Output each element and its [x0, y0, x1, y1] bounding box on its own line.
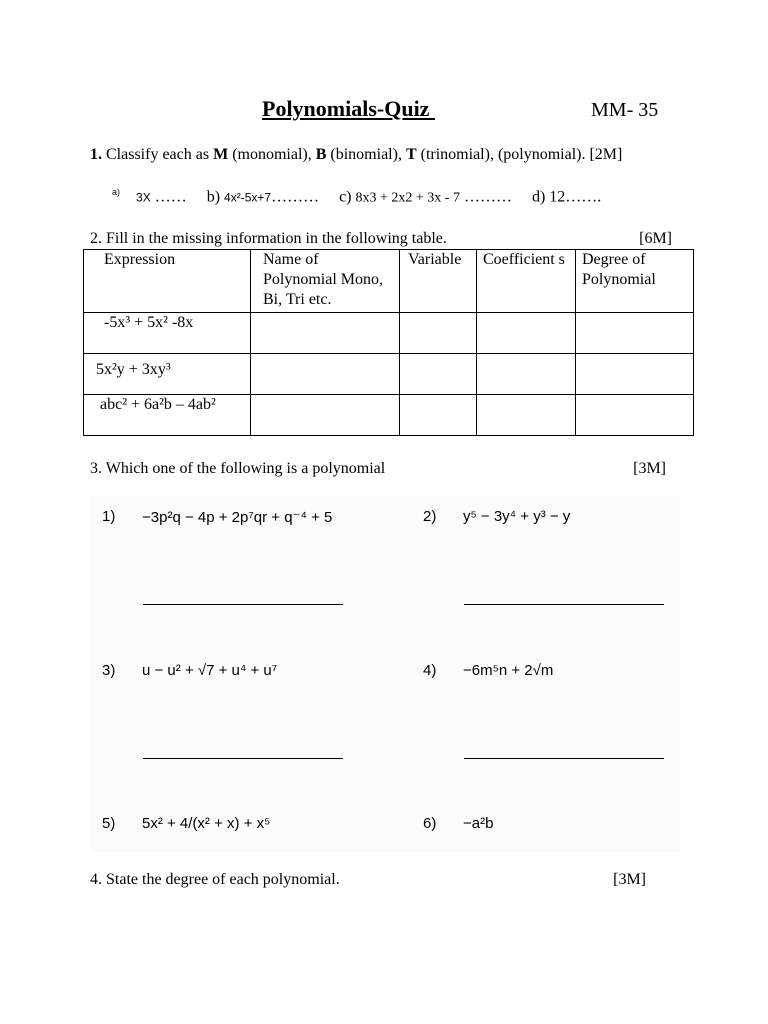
- answer-cell[interactable]: [477, 354, 576, 395]
- expression-cell: 5x²y + 3xy³: [84, 354, 251, 395]
- table-header-row: [84, 250, 694, 313]
- item-expression: −a²b: [463, 815, 494, 832]
- page-title: Polynomials-Quiz: [262, 96, 435, 121]
- answer-line[interactable]: [464, 758, 664, 759]
- header-coefficients: Coefficient s: [477, 250, 576, 313]
- option-b: 4x²-5x+7: [224, 190, 272, 205]
- answer-cell[interactable]: [576, 313, 694, 354]
- q3-marks: [3M]: [633, 460, 666, 477]
- item-expression: y⁵ − 3y⁴ + y³ − y: [463, 508, 571, 525]
- question-3: 3. Which one of the following is a polynomial [3M]: [90, 460, 666, 477]
- header-degree: Degree of Polynomial: [576, 250, 694, 313]
- polynomial-options-image: [90, 496, 680, 852]
- answer-cell[interactable]: [477, 395, 576, 436]
- answer-cell[interactable]: [251, 354, 400, 395]
- answer-cell[interactable]: [400, 354, 477, 395]
- max-marks: MM- 35: [591, 99, 659, 121]
- item-expression: −3p²q − 4p + 2p⁷qr + q⁻⁴ + 5: [142, 509, 333, 526]
- answer-cell[interactable]: [400, 313, 477, 354]
- item-number: 3): [102, 662, 116, 679]
- expression-cell: abc² + 6a²b – 4ab²: [84, 395, 251, 436]
- header-name: Name of Polynomial Mono, Bi, Tri etc.: [251, 250, 400, 313]
- fill-table: [83, 249, 694, 436]
- question-1: 1. Classify each as M (monomial), B (binomial), T (trinomial), (polynomial). [2M]: [90, 146, 623, 163]
- table-row: [84, 354, 694, 395]
- q1-number: 1.: [90, 146, 102, 163]
- answer-cell[interactable]: [576, 354, 694, 395]
- answer-line[interactable]: [143, 758, 343, 759]
- answer-line[interactable]: [143, 604, 343, 605]
- item-expression: −6m⁵n + 2√m: [463, 662, 554, 679]
- answer-cell[interactable]: [477, 313, 576, 354]
- item-expression: u − u² + √7 + u⁴ + u⁷: [142, 662, 278, 679]
- item-number: 1): [102, 508, 116, 525]
- item-number: 4): [423, 662, 437, 679]
- item-number: 2): [423, 508, 437, 525]
- header-expression: Expression: [84, 250, 251, 313]
- expression-cell: -5x³ + 5x² -8x: [84, 313, 251, 354]
- question-1-options: $^{a)}$ 3X …… b) 4x²-5x+7……… c) 8x3 + 2x2 + 3x - 7 ……… d) 12…….: [112, 187, 602, 206]
- option-a: 3X: [136, 190, 151, 205]
- item-expression: 5x² + 4/(x² + x) + x⁵: [142, 815, 271, 832]
- question-4: 4. State the degree of each polynomial. [3M]: [90, 871, 646, 888]
- table-row: [84, 395, 694, 436]
- q2-marks: [6M]: [639, 230, 672, 247]
- q4-marks: [3M]: [613, 871, 646, 888]
- header-variable: Variable: [400, 250, 477, 313]
- question-2: 2. Fill in the missing information in the following table. [6M]: [90, 230, 672, 247]
- answer-cell[interactable]: [576, 395, 694, 436]
- option-d: d) 12…….: [531, 188, 602, 206]
- item-number: 5): [102, 815, 116, 832]
- table-row: [84, 313, 694, 354]
- answer-cell[interactable]: [251, 313, 400, 354]
- option-c: 8x3 + 2x2 + 3x - 7: [355, 190, 460, 206]
- answer-line[interactable]: [464, 604, 664, 605]
- answer-cell[interactable]: [251, 395, 400, 436]
- item-number: 6): [423, 815, 437, 832]
- answer-cell[interactable]: [400, 395, 477, 436]
